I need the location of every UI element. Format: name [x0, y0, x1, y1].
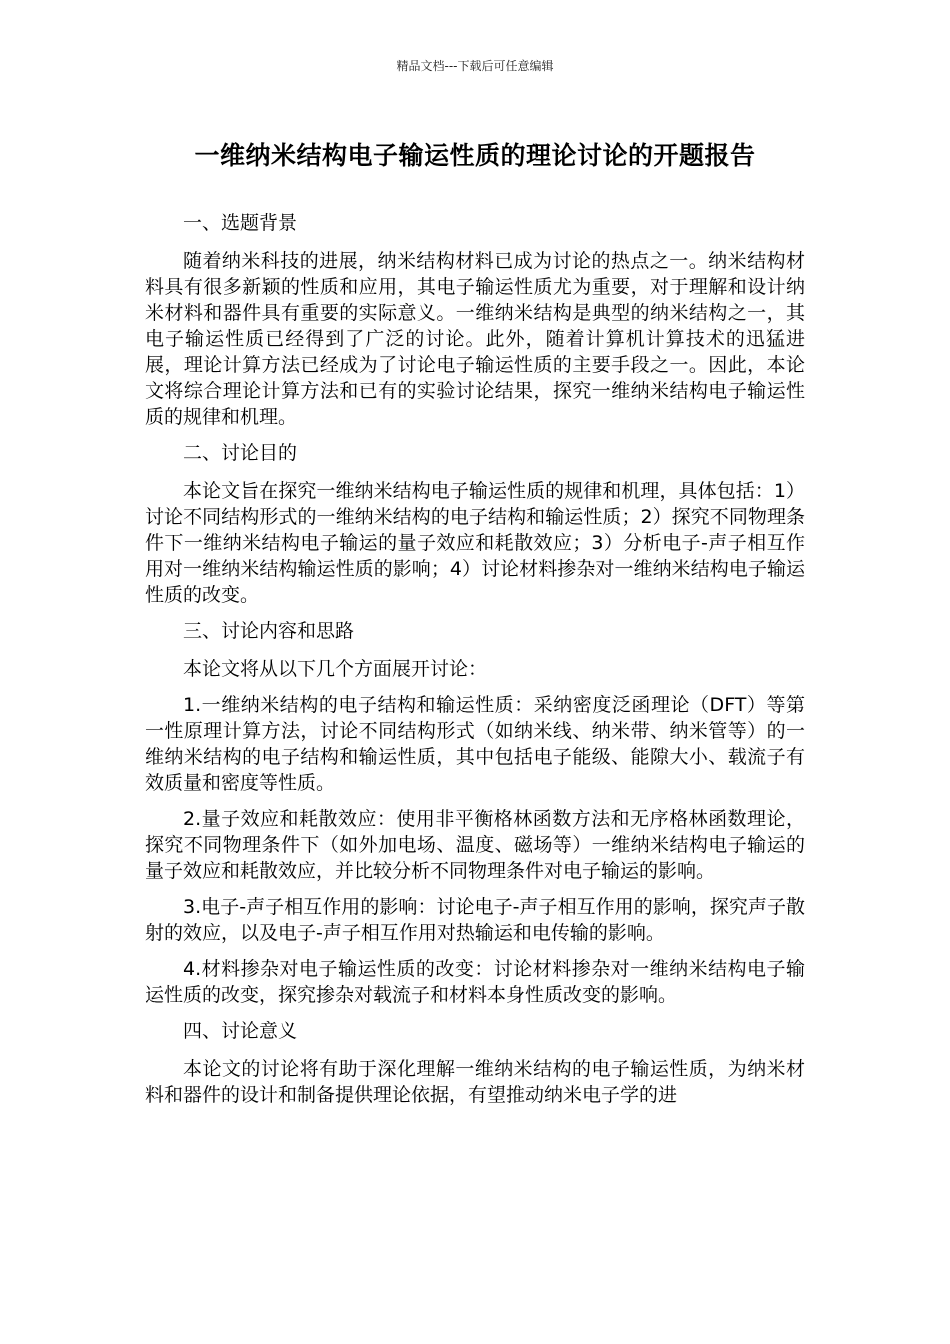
significance-paragraph: 本论文的讨论将有助于深化理解一维纳米结构的电子输运性质，为纳米材料和器件的设计和制备提供理论依据，有望推动纳米电子学的进 [145, 1058, 805, 1106]
background-paragraph: 随着纳米科技的进展，纳米结构材料已成为讨论的热点之一。纳米结构材料具有很多新颖的性质和应用，其电子输运性质尤为重要，对于理解和设计纳米材料和器件具有重要的实际意义。一维纳米结构是典型的纳米结构之一，其电子输运性质已经得到了广泛的讨论。此外，随着计算机计算技术的迅猛进展，理论计算方法已经成为了讨论电子输运性质的主要手段之一。因此，本论文将综合理论计算方法和已有的实验讨论结果，探究一维纳米结构电子输运性质的规律和机理。 [145, 250, 805, 428]
document-title: 一维纳米结构电子输运性质的理论讨论的开题报告 [194, 141, 756, 170]
content-item-2: 2.量子效应和耗散效应：使用非平衡格林函数方法和无序格林函数理论，探究不同物理条件下（如外加电场、温度、磁场等）一维纳米结构电子输运的量子效应和耗散效应，并比较分析不同物理条件对电子输运的影响。 [145, 808, 805, 882]
purpose-paragraph: 本论文旨在探究一维纳米结构电子输运性质的规律和机理，具体包括：1）讨论不同结构形式的一维纳米结构的电子结构和输运性质；2）探究不同物理条件下一维纳米结构电子输运的量子效应和耗散效应；3）分析电子-声子相互作用对一维纳米结构输运性质的影响；4）讨论材料掺杂对一维纳米结构电子输运性质的改变。 [145, 480, 805, 606]
page-header: 精品文档---下载后可任意编辑 [396, 59, 554, 73]
content-item-3: 3.电子-声子相互作用的影响：讨论电子-声子相互作用的影响，探究声子散射的效应，以及电子-声子相互作用对热输运和电传输的影响。 [145, 896, 805, 944]
section-heading-purpose: 二、讨论目的 [183, 442, 298, 464]
section-heading-background: 一、选题背景 [183, 212, 298, 234]
section-heading-content: 三、讨论内容和思路 [183, 620, 355, 642]
document-body [145, 210, 805, 1118]
content-item-4: 4.材料掺杂对电子输运性质的改变：讨论材料掺杂对一维纳米结构电子输运性质的改变，探究掺杂对载流子和材料本身性质改变的影响。 [145, 958, 805, 1006]
content-item-1: 1.一维纳米结构的电子结构和输运性质：采纳密度泛函理论（DFT）等第一性原理计算方法，讨论不同结构形式（如纳米线、纳米带、纳米管等）的一维纳米结构的电子结构和输运性质，其中包括电子能级、能隙大小、载流子有效质量和密度等性质。 [145, 694, 805, 794]
section-heading-significance: 四、讨论意义 [183, 1020, 298, 1042]
content-intro-paragraph: 本论文将从以下几个方面展开讨论： [183, 658, 488, 680]
